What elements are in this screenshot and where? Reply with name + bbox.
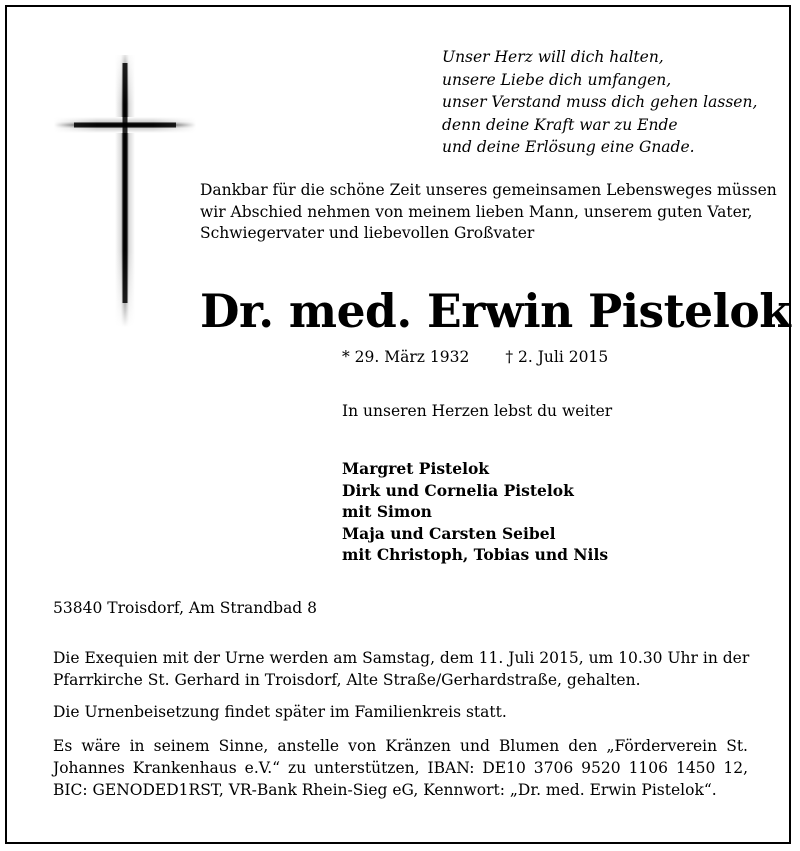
mourner: Margret Pistelok [342, 459, 490, 478]
burial-line: Die Urnenbeisetzung findet später im Familienkreis statt. [53, 703, 507, 721]
poem-line: denn deine Kraft war zu Ende [442, 115, 678, 134]
poem-line: Unser Herz will dich halten, [442, 48, 664, 66]
poem-line: und deine Erlösung eine Gnade. [442, 138, 695, 156]
deceased-name: Dr. med. Erwin Pistelok [200, 284, 791, 338]
mourner: Maja und Carsten Seibel [342, 523, 556, 543]
intro-line: wir Abschied nehmen von meinem lieben Mann, unserem guten Vater, [200, 202, 753, 221]
birth-date: * 29. März 1932 [342, 348, 470, 366]
donation-line: Johannes Krankenhaus e.V.“ zu unterstützen, IBAN: DE10 3706 9520 1106 1450 12, [53, 759, 748, 777]
motto: In unseren Herzen lebst du weiter [342, 402, 613, 420]
mourner: mit Christoph, Tobias und Nils [342, 545, 609, 564]
intro-text [200, 180, 777, 245]
mourner: Dirk und Cornelia Pistelok [342, 480, 574, 500]
donation-info [53, 735, 748, 801]
intro-line: Schwiegervater und liebevollen Großvater [200, 224, 535, 242]
burial-info [53, 701, 748, 723]
mourner: mit Simon [342, 502, 432, 521]
address: 53840 Troisdorf, Am Strandbad 8 [53, 599, 318, 617]
cross-icon [54, 55, 196, 327]
donation-line: BIC: GENODED1RST, VR-Bank Rhein-Sieg eG, Kennwort: „Dr. med. Erwin Pistelok“. [53, 781, 717, 799]
funeral-line: Die Exequien mit der Urne werden am Samstag, dem 11. Juli 2015, um 10.30 Uhr in der [53, 649, 750, 667]
poem-line: unsere Liebe dich umfangen, [442, 70, 672, 89]
life-dates [342, 346, 608, 368]
funeral-info [53, 647, 748, 691]
intro-line: Dankbar für die schöne Zeit unseres gemeinsamen Lebensweges müssen [200, 181, 777, 199]
donation-line: Es wäre in seinem Sinne, anstelle von Kränzen und Blumen den „Förderverein St. [53, 737, 748, 755]
poem-line: unser Verstand muss dich gehen lassen, [442, 93, 758, 111]
death-date: † 2. Juli 2015 [505, 348, 609, 366]
poem [442, 46, 782, 159]
mourners-list [342, 458, 608, 566]
funeral-line: Pfarrkirche St. Gerhard in Troisdorf, Alte Straße/Gerhardstraße, gehalten. [53, 671, 641, 689]
